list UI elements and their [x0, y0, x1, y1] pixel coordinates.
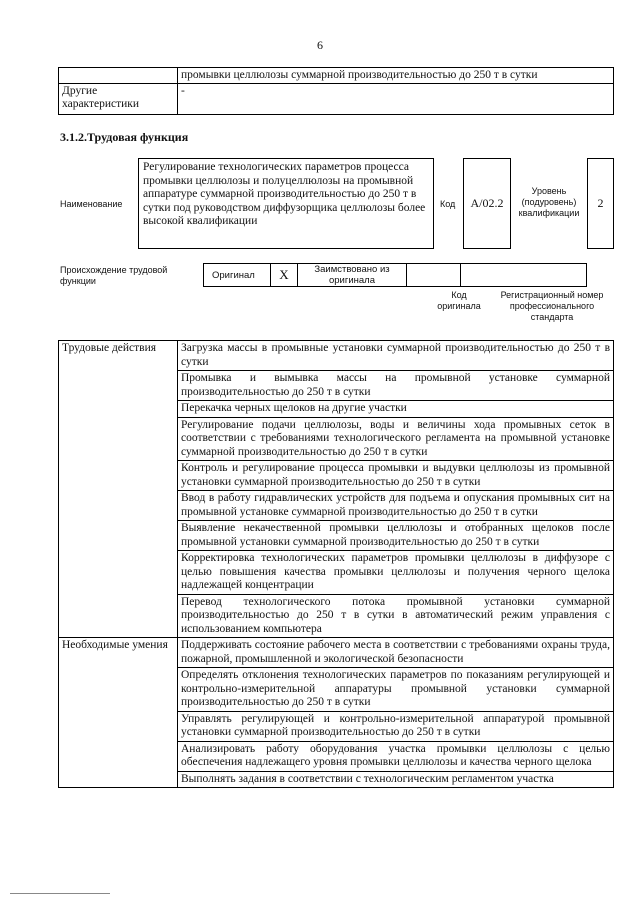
- required-skill-item: Управлять регулирующей и контрольно-измерительной аппаратурой промывной установки суммарной производительностью до 250 т в сутки: [178, 711, 614, 741]
- naming-label: Наименование: [60, 199, 123, 209]
- origin-label: Происхождение трудовой функции: [60, 265, 168, 286]
- required-skill-label: Необходимые умения: [59, 638, 178, 788]
- continuation-text: промывки целлюлозы суммарной производительностью до 250 т в сутки: [178, 68, 614, 84]
- page-number: 6: [317, 38, 323, 52]
- labor-action-item: Корректировка технологических параметров промывки целлюлозы в диффузоре с целью повышения качества промывки целлюлозы и получения черного щелока надлежащей концентрации: [178, 551, 614, 595]
- origin-row: [204, 263, 587, 287]
- continuation-table: [58, 67, 614, 115]
- section-title: 3.1.2.Трудовая функция: [60, 130, 189, 144]
- reg-number-label: Регистрационный номер профессионального стандарта: [500, 290, 604, 322]
- original-mark: X: [270, 263, 298, 287]
- other-characteristics-value: -: [178, 84, 614, 115]
- code-original-label: Код оригинала: [437, 290, 481, 311]
- required-skill-item: Анализировать работу оборудования участка промывки целлюлозы с целью обеспечения надлежащего уровня промывки целлюлозы и качества черного щелока: [178, 741, 614, 771]
- level-label: Уровень (подуровень) квалификации: [518, 186, 580, 218]
- labor-action-item: Ввод в работу гидравлических устройств для подъема и опускания промывных сит на промывной установке суммарной производительностью до 250 т в сутки: [178, 491, 614, 521]
- labor-action-row: [59, 341, 614, 371]
- labor-action-item: Перевод технологического потока промывной установки суммарной производительностью до 250 т в сутки в автоматический режим управления с использованием компьютера: [178, 594, 614, 638]
- labor-action-item: Промывка и вымывка массы на промывной установке суммарной производительностью до 250 т в сутки: [178, 371, 614, 401]
- labor-action-item: Перекачка черных щелоков на другие участки: [178, 401, 614, 418]
- code-original-cell: [406, 263, 461, 287]
- continuation-left-cell: [59, 68, 178, 84]
- labor-action-item: Регулирование подачи целлюлозы, воды и величины хода промывных сеток в соответствии с требованиями технологического регламента на промывной установке суммарной производительностью до 250 т в сутки: [178, 417, 614, 461]
- labor-action-item: Контроль и регулирование процесса промывки и выдувки целлюлозы из промывной установки суммарной производительностью до 250 т в сутки: [178, 461, 614, 491]
- function-name-box: Регулирование технологических параметров процесса промывки целлюлозы и полуцеллюлозы на промывной аппаратуре суммарной производительностью до 250 т в сутки под руководством диффузорщика целлюлозы более высокой квалификации: [138, 158, 434, 249]
- original-label: Оригинал: [203, 263, 271, 287]
- borrowed-label: Заимствовано из оригинала: [297, 263, 407, 287]
- required-skill-row: [59, 638, 614, 668]
- reg-number-cell: [460, 263, 587, 287]
- code-value-box: А/02.2: [463, 158, 511, 249]
- footer-line: [10, 893, 110, 894]
- required-skill-item: Поддерживать состояние рабочего места в соответствии с требованиями охраны труда, пожарной, промышленной и экологической безопасности: [178, 638, 614, 668]
- required-skill-item: Выполнять задания в соответствии с технологическим регламентом участка: [178, 771, 614, 788]
- labor-action-label: Трудовые действия: [59, 341, 178, 638]
- required-skill-item: Определять отклонения технологических параметров по показаниям регулирующей и контрольно-измерительной аппаратуры промывной установки суммарной производительностью до 250 т в сутки: [178, 668, 614, 712]
- code-label: Код: [440, 199, 456, 209]
- labor-function-table: [58, 340, 614, 788]
- other-characteristics-label: Другие характеристики: [59, 84, 178, 115]
- level-value-box: 2: [587, 158, 614, 249]
- labor-action-item: Выявление некачественной промывки целлюлозы и отобранных щелоков после промывной установки суммарной производительностью до 250 т в сутки: [178, 521, 614, 551]
- labor-action-item: Загрузка массы в промывные установки суммарной производительностью до 250 т в сутки: [178, 341, 614, 371]
